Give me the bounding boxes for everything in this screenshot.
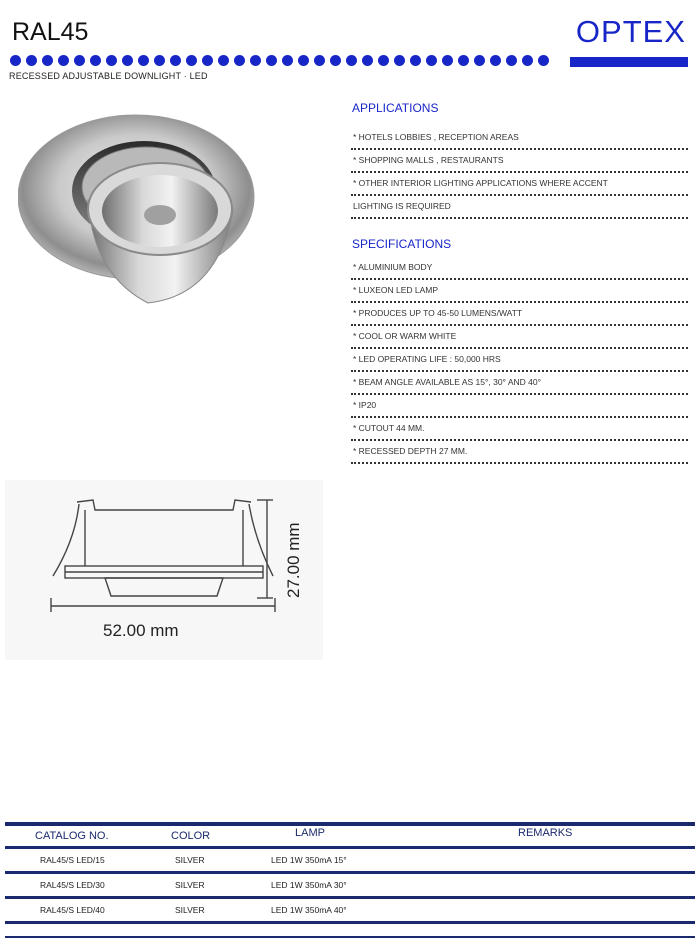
specifications-heading: SPECIFICATIONS <box>352 237 452 251</box>
decorative-dot <box>26 55 37 66</box>
cell-lamp: LED 1W 350mA 15° <box>271 855 347 865</box>
decorative-dot <box>234 55 245 66</box>
list-item: LIGHTING IS REQUIRED <box>351 196 688 219</box>
decorative-dot <box>250 55 261 66</box>
list-item: * BEAM ANGLE AVAILABLE AS 15°, 30° AND 40° <box>351 372 688 395</box>
list-item: * HOTELS LOBBIES , RECEPTION AREAS <box>351 127 688 150</box>
decorative-dot <box>282 55 293 66</box>
list-item: * LUXEON LED LAMP <box>351 280 688 303</box>
cell-lamp: LED 1W 350mA 40° <box>271 905 347 915</box>
decorative-dot <box>122 55 133 66</box>
decorative-dot <box>522 55 533 66</box>
decorative-dot <box>74 55 85 66</box>
decorative-dot-row <box>10 55 555 69</box>
decorative-dot <box>442 55 453 66</box>
decorative-dot <box>42 55 53 66</box>
page-bottom-rule <box>5 936 695 938</box>
table-row <box>5 896 695 921</box>
decorative-dot <box>426 55 437 66</box>
list-item: * COOL OR WARM WHITE <box>351 326 688 349</box>
product-photo-downlight <box>18 105 280 315</box>
decorative-dot <box>266 55 277 66</box>
catalog-table <box>5 822 695 924</box>
table-header-row <box>5 826 695 846</box>
brand-logo-text: OPTEX <box>575 14 686 49</box>
decorative-dot <box>202 55 213 66</box>
drawing-left-clip <box>53 504 79 576</box>
cell-color: SILVER <box>175 905 205 915</box>
dimension-drawing <box>5 480 323 660</box>
product-model-title: RAL45 <box>12 18 89 46</box>
drawing-outline <box>77 500 251 510</box>
decorative-dot <box>138 55 149 66</box>
list-item: * RECESSED DEPTH 27 MM. <box>351 441 688 464</box>
decorative-dot <box>394 55 405 66</box>
decorative-dot <box>10 55 21 66</box>
decorative-dot <box>314 55 325 66</box>
decorative-dot <box>490 55 501 66</box>
decorative-dot <box>474 55 485 66</box>
table-row <box>5 846 695 871</box>
drawing-right-clip <box>249 504 273 576</box>
drawing-body <box>85 510 243 566</box>
list-item: * OTHER INTERIOR LIGHTING APPLICATIONS WHERE ACCENT <box>351 173 688 196</box>
list-item: * PRODUCES UP TO 45-50 LUMENS/WATT <box>351 303 688 326</box>
decorative-dot <box>186 55 197 66</box>
decorative-dot <box>506 55 517 66</box>
decorative-dot <box>170 55 181 66</box>
cell-catalog: RAL45/S LED/15 <box>40 855 105 865</box>
decorative-dot <box>410 55 421 66</box>
column-header-remarks: REMARKS <box>518 827 573 839</box>
list-item: * LED OPERATING LIFE : 50,000 HRS <box>351 349 688 372</box>
cell-catalog: RAL45/S LED/40 <box>40 905 105 915</box>
list-item: * ALUMINIUM BODY <box>351 257 688 280</box>
decorative-dot <box>538 55 549 66</box>
decorative-dot <box>362 55 373 66</box>
list-item: * IP20 <box>351 395 688 418</box>
cell-color: SILVER <box>175 855 205 865</box>
decorative-dot <box>218 55 229 66</box>
applications-heading: APPLICATIONS <box>352 101 439 115</box>
drawing-width-label: 52.00 mm <box>103 621 179 640</box>
decorative-dot <box>58 55 69 66</box>
decorative-dot <box>346 55 357 66</box>
specifications-list <box>351 257 688 464</box>
decorative-dot <box>154 55 165 66</box>
list-item: * SHOPPING MALLS , RESTAURANTS <box>351 150 688 173</box>
drawing-lens <box>105 578 223 596</box>
table-row-rule <box>5 921 695 924</box>
decorative-dot <box>330 55 341 66</box>
drawing-height-label: 27.00 mm <box>284 522 303 598</box>
brand-accent-bar <box>570 57 688 67</box>
applications-list <box>351 127 688 219</box>
list-item: * CUTOUT 44 MM. <box>351 418 688 441</box>
cell-catalog: RAL45/S LED/30 <box>40 880 105 890</box>
decorative-dot <box>90 55 101 66</box>
cell-color: SILVER <box>175 880 205 890</box>
column-header-catalog: CATALOG NO. <box>35 830 109 842</box>
cell-lamp: LED 1W 350mA 30° <box>271 880 347 890</box>
column-header-color: COLOR <box>171 830 211 842</box>
table-row <box>5 871 695 896</box>
decorative-dot <box>458 55 469 66</box>
decorative-dot <box>378 55 389 66</box>
decorative-dot <box>106 55 117 66</box>
product-subtitle: RECESSED ADJUSTABLE DOWNLIGHT · LED <box>9 71 208 81</box>
decorative-dot <box>298 55 309 66</box>
column-header-lamp: LAMP <box>295 827 325 839</box>
